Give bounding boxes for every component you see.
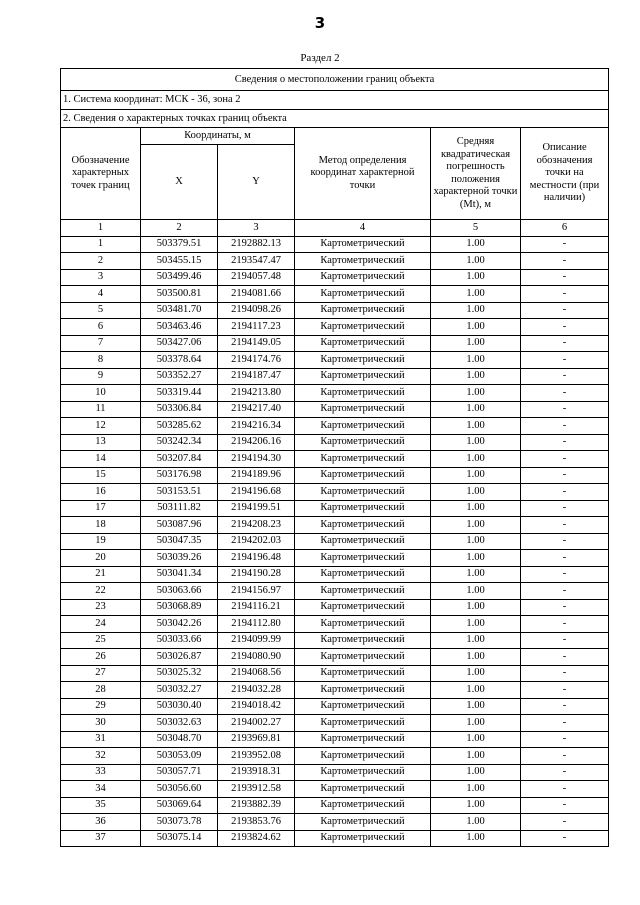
method: Картометрический — [295, 599, 431, 616]
table-row — [61, 781, 609, 798]
column-number: 5 — [431, 220, 521, 237]
coord-y: 2194116.21 — [218, 599, 295, 616]
coord-x: 503427.06 — [141, 335, 218, 352]
coord-x: 503285.62 — [141, 418, 218, 435]
description: - — [521, 781, 609, 798]
table-row — [61, 649, 609, 666]
description: - — [521, 616, 609, 633]
method: Картометрический — [295, 500, 431, 517]
table-row — [61, 698, 609, 715]
description: - — [521, 319, 609, 336]
coord-y: 2194057.48 — [218, 269, 295, 286]
coord-y: 2194194.30 — [218, 451, 295, 468]
point-number: 32 — [61, 748, 141, 765]
method: Картометрический — [295, 368, 431, 385]
coord-y: 2193853.76 — [218, 814, 295, 831]
coord-y: 2193547.47 — [218, 253, 295, 270]
error-mt: 1.00 — [431, 698, 521, 715]
point-number: 7 — [61, 335, 141, 352]
table-row — [61, 632, 609, 649]
coord-x: 503056.60 — [141, 781, 218, 798]
error-mt: 1.00 — [431, 286, 521, 303]
coord-y: 2194068.56 — [218, 665, 295, 682]
point-number: 6 — [61, 319, 141, 336]
coord-y: 2194190.28 — [218, 566, 295, 583]
coord-y: 2194174.76 — [218, 352, 295, 369]
method: Картометрический — [295, 302, 431, 319]
description: - — [521, 418, 609, 435]
method: Картометрический — [295, 418, 431, 435]
description: - — [521, 451, 609, 468]
error-mt: 1.00 — [431, 368, 521, 385]
point-number: 36 — [61, 814, 141, 831]
point-number: 22 — [61, 583, 141, 600]
coord-y: 2194217.40 — [218, 401, 295, 418]
table-row — [61, 797, 609, 814]
point-number: 34 — [61, 781, 141, 798]
method: Картометрический — [295, 566, 431, 583]
table-row — [61, 731, 609, 748]
method: Картометрический — [295, 830, 431, 847]
description: - — [521, 533, 609, 550]
description: - — [521, 566, 609, 583]
method: Картометрический — [295, 253, 431, 270]
table-row — [61, 814, 609, 831]
table-row — [61, 484, 609, 501]
error-mt: 1.00 — [431, 781, 521, 798]
method: Картометрический — [295, 434, 431, 451]
method: Картометрический — [295, 698, 431, 715]
table-row — [61, 599, 609, 616]
error-mt: 1.00 — [431, 550, 521, 567]
coord-x: 503041.34 — [141, 566, 218, 583]
description: - — [521, 253, 609, 270]
method: Картометрический — [295, 269, 431, 286]
error-mt: 1.00 — [431, 484, 521, 501]
col-header-y: Y — [218, 145, 295, 220]
description: - — [521, 764, 609, 781]
point-number: 1 — [61, 236, 141, 253]
coord-x: 503025.32 — [141, 665, 218, 682]
table-row — [61, 269, 609, 286]
coord-y: 2193969.81 — [218, 731, 295, 748]
method: Картометрический — [295, 385, 431, 402]
description: - — [521, 797, 609, 814]
coord-x: 503352.27 — [141, 368, 218, 385]
error-mt: 1.00 — [431, 599, 521, 616]
error-mt: 1.00 — [431, 451, 521, 468]
point-number: 29 — [61, 698, 141, 715]
section-title: Раздел 2 — [300, 52, 340, 64]
column-number: 2 — [141, 220, 218, 237]
col-header-method: Метод определения координат характерной точки — [295, 128, 431, 220]
col-header-point-name: Обозначение характерных точек границ — [61, 128, 141, 220]
coord-x: 503500.81 — [141, 286, 218, 303]
table-row — [61, 665, 609, 682]
method: Картометрический — [295, 583, 431, 600]
point-number: 30 — [61, 715, 141, 732]
coord-x: 503378.64 — [141, 352, 218, 369]
coord-x: 503030.40 — [141, 698, 218, 715]
method: Картометрический — [295, 401, 431, 418]
table-row — [61, 451, 609, 468]
point-number: 16 — [61, 484, 141, 501]
coord-y: 2192882.13 — [218, 236, 295, 253]
table-row — [61, 418, 609, 435]
error-mt: 1.00 — [431, 302, 521, 319]
table-row — [61, 319, 609, 336]
coord-x: 503176.98 — [141, 467, 218, 484]
coord-x: 503042.26 — [141, 616, 218, 633]
col-header-description: Описание обозначения точки на местности (при наличии) — [521, 128, 609, 220]
coord-x: 503455.15 — [141, 253, 218, 270]
coord-y: 2194149.05 — [218, 335, 295, 352]
method: Картометрический — [295, 665, 431, 682]
description: - — [521, 500, 609, 517]
point-number: 23 — [61, 599, 141, 616]
coord-x: 503047.35 — [141, 533, 218, 550]
method: Картометрический — [295, 814, 431, 831]
error-mt: 1.00 — [431, 467, 521, 484]
coordinate-system: 1. Система координат: МСК - 36, зона 2 — [61, 91, 609, 110]
description: - — [521, 335, 609, 352]
table-row — [61, 533, 609, 550]
table-row — [61, 401, 609, 418]
error-mt: 1.00 — [431, 385, 521, 402]
error-mt: 1.00 — [431, 335, 521, 352]
column-number: 4 — [295, 220, 431, 237]
coord-y: 2194002.27 — [218, 715, 295, 732]
point-number: 19 — [61, 533, 141, 550]
error-mt: 1.00 — [431, 401, 521, 418]
point-number: 4 — [61, 286, 141, 303]
column-number: 6 — [521, 220, 609, 237]
error-mt: 1.00 — [431, 236, 521, 253]
point-number: 28 — [61, 682, 141, 699]
table-row — [61, 236, 609, 253]
description: - — [521, 236, 609, 253]
error-mt: 1.00 — [431, 566, 521, 583]
description: - — [521, 286, 609, 303]
point-number: 18 — [61, 517, 141, 534]
method: Картометрический — [295, 451, 431, 468]
point-number: 17 — [61, 500, 141, 517]
description: - — [521, 698, 609, 715]
point-number: 20 — [61, 550, 141, 567]
point-number: 11 — [61, 401, 141, 418]
table-row — [61, 682, 609, 699]
point-number: 15 — [61, 467, 141, 484]
table-row — [61, 500, 609, 517]
coord-y: 2194196.48 — [218, 550, 295, 567]
method: Картометрический — [295, 781, 431, 798]
description: - — [521, 682, 609, 699]
point-number: 12 — [61, 418, 141, 435]
description: - — [521, 632, 609, 649]
table-row — [61, 715, 609, 732]
error-mt: 1.00 — [431, 583, 521, 600]
point-number: 31 — [61, 731, 141, 748]
error-mt: 1.00 — [431, 715, 521, 732]
table-row — [61, 467, 609, 484]
point-number: 2 — [61, 253, 141, 270]
coord-x: 503026.87 — [141, 649, 218, 666]
coord-x: 503087.96 — [141, 517, 218, 534]
method: Картометрический — [295, 467, 431, 484]
error-mt: 1.00 — [431, 616, 521, 633]
error-mt: 1.00 — [431, 352, 521, 369]
coord-y: 2193912.58 — [218, 781, 295, 798]
error-mt: 1.00 — [431, 682, 521, 699]
coord-x: 503048.70 — [141, 731, 218, 748]
coord-y: 2194018.42 — [218, 698, 295, 715]
page-number: 3 — [314, 14, 326, 32]
coord-y: 2194099.99 — [218, 632, 295, 649]
coord-x: 503033.66 — [141, 632, 218, 649]
table-row — [61, 302, 609, 319]
error-mt: 1.00 — [431, 418, 521, 435]
coord-x: 503153.51 — [141, 484, 218, 501]
point-number: 21 — [61, 566, 141, 583]
method: Картометрический — [295, 682, 431, 699]
table-row — [61, 748, 609, 765]
coord-x: 503053.09 — [141, 748, 218, 765]
point-number: 33 — [61, 764, 141, 781]
coord-y: 2194208.23 — [218, 517, 295, 534]
error-mt: 1.00 — [431, 830, 521, 847]
error-mt: 1.00 — [431, 632, 521, 649]
column-number: 1 — [61, 220, 141, 237]
coord-y: 2194196.68 — [218, 484, 295, 501]
description: - — [521, 434, 609, 451]
point-number: 13 — [61, 434, 141, 451]
table-row — [61, 368, 609, 385]
method: Картометрический — [295, 764, 431, 781]
description: - — [521, 715, 609, 732]
table-row — [61, 616, 609, 633]
coord-x: 503499.46 — [141, 269, 218, 286]
coord-x: 503073.78 — [141, 814, 218, 831]
table-row — [61, 352, 609, 369]
table-title: Сведения о местоположении границ объекта — [61, 69, 609, 91]
coord-x: 503463.46 — [141, 319, 218, 336]
error-mt: 1.00 — [431, 748, 521, 765]
method: Картометрический — [295, 748, 431, 765]
table-row — [61, 434, 609, 451]
coord-x: 503032.27 — [141, 682, 218, 699]
coord-y: 2194112.80 — [218, 616, 295, 633]
coord-x: 503063.66 — [141, 583, 218, 600]
col-header-coordinates: Координаты, м — [141, 128, 295, 145]
method: Картометрический — [295, 236, 431, 253]
description: - — [521, 269, 609, 286]
coord-x: 503379.51 — [141, 236, 218, 253]
description: - — [521, 484, 609, 501]
table-row — [61, 385, 609, 402]
description: - — [521, 517, 609, 534]
coord-x: 503242.34 — [141, 434, 218, 451]
boundary-points-table — [60, 68, 609, 847]
point-number: 9 — [61, 368, 141, 385]
error-mt: 1.00 — [431, 814, 521, 831]
table-row — [61, 550, 609, 567]
error-mt: 1.00 — [431, 253, 521, 270]
error-mt: 1.00 — [431, 517, 521, 534]
method: Картометрический — [295, 352, 431, 369]
method: Картометрический — [295, 286, 431, 303]
error-mt: 1.00 — [431, 731, 521, 748]
method: Картометрический — [295, 632, 431, 649]
coord-y: 2193882.39 — [218, 797, 295, 814]
description: - — [521, 385, 609, 402]
description: - — [521, 352, 609, 369]
description: - — [521, 467, 609, 484]
description: - — [521, 599, 609, 616]
coord-x: 503481.70 — [141, 302, 218, 319]
error-mt: 1.00 — [431, 319, 521, 336]
col-header-error: Средняя квадратическая погрешность положения характерной точки (Mt), м — [431, 128, 521, 220]
points-section-header: 2. Сведения о характерных точках границ объекта — [61, 110, 609, 128]
point-number: 25 — [61, 632, 141, 649]
point-number: 5 — [61, 302, 141, 319]
description: - — [521, 583, 609, 600]
description: - — [521, 665, 609, 682]
point-number: 8 — [61, 352, 141, 369]
coord-x: 503039.26 — [141, 550, 218, 567]
point-number: 27 — [61, 665, 141, 682]
coord-y: 2193918.31 — [218, 764, 295, 781]
column-number: 3 — [218, 220, 295, 237]
table-row — [61, 566, 609, 583]
table-row — [61, 764, 609, 781]
coord-y: 2194156.97 — [218, 583, 295, 600]
description: - — [521, 649, 609, 666]
coord-y: 2194187.47 — [218, 368, 295, 385]
method: Картометрический — [295, 731, 431, 748]
coord-x: 503032.63 — [141, 715, 218, 732]
table-row — [61, 286, 609, 303]
point-number: 10 — [61, 385, 141, 402]
coord-y: 2194032.28 — [218, 682, 295, 699]
table-row — [61, 583, 609, 600]
point-number: 14 — [61, 451, 141, 468]
error-mt: 1.00 — [431, 269, 521, 286]
method: Картометрический — [295, 715, 431, 732]
method: Картометрический — [295, 797, 431, 814]
error-mt: 1.00 — [431, 764, 521, 781]
coord-y: 2194216.34 — [218, 418, 295, 435]
description: - — [521, 550, 609, 567]
coord-y: 2194098.26 — [218, 302, 295, 319]
coord-x: 503057.71 — [141, 764, 218, 781]
col-header-x: X — [141, 145, 218, 220]
table-row — [61, 335, 609, 352]
method: Картометрический — [295, 533, 431, 550]
error-mt: 1.00 — [431, 797, 521, 814]
coord-y: 2194080.90 — [218, 649, 295, 666]
table-row — [61, 830, 609, 847]
description: - — [521, 748, 609, 765]
method: Картометрический — [295, 616, 431, 633]
error-mt: 1.00 — [431, 434, 521, 451]
description: - — [521, 731, 609, 748]
coord-x: 503306.84 — [141, 401, 218, 418]
column-number-row — [61, 220, 609, 237]
coord-x: 503069.64 — [141, 797, 218, 814]
method: Картометрический — [295, 484, 431, 501]
coord-y: 2194081.66 — [218, 286, 295, 303]
description: - — [521, 830, 609, 847]
method: Картометрический — [295, 649, 431, 666]
table-row — [61, 253, 609, 270]
point-number: 3 — [61, 269, 141, 286]
error-mt: 1.00 — [431, 649, 521, 666]
coord-x: 503111.82 — [141, 500, 218, 517]
table-row — [61, 517, 609, 534]
point-number: 24 — [61, 616, 141, 633]
description: - — [521, 368, 609, 385]
coord-y: 2193952.08 — [218, 748, 295, 765]
error-mt: 1.00 — [431, 665, 521, 682]
coord-y: 2194202.03 — [218, 533, 295, 550]
coord-y: 2194206.16 — [218, 434, 295, 451]
method: Картометрический — [295, 335, 431, 352]
error-mt: 1.00 — [431, 533, 521, 550]
coord-y: 2194117.23 — [218, 319, 295, 336]
coord-x: 503075.14 — [141, 830, 218, 847]
coord-x: 503207.84 — [141, 451, 218, 468]
point-number: 37 — [61, 830, 141, 847]
method: Картометрический — [295, 319, 431, 336]
method: Картометрический — [295, 550, 431, 567]
coord-y: 2194199.51 — [218, 500, 295, 517]
error-mt: 1.00 — [431, 500, 521, 517]
coord-y: 2194213.80 — [218, 385, 295, 402]
description: - — [521, 401, 609, 418]
point-number: 35 — [61, 797, 141, 814]
point-number: 26 — [61, 649, 141, 666]
method: Картометрический — [295, 517, 431, 534]
coord-y: 2194189.96 — [218, 467, 295, 484]
coord-x: 503068.89 — [141, 599, 218, 616]
coord-y: 2193824.62 — [218, 830, 295, 847]
description: - — [521, 302, 609, 319]
description: - — [521, 814, 609, 831]
coord-x: 503319.44 — [141, 385, 218, 402]
